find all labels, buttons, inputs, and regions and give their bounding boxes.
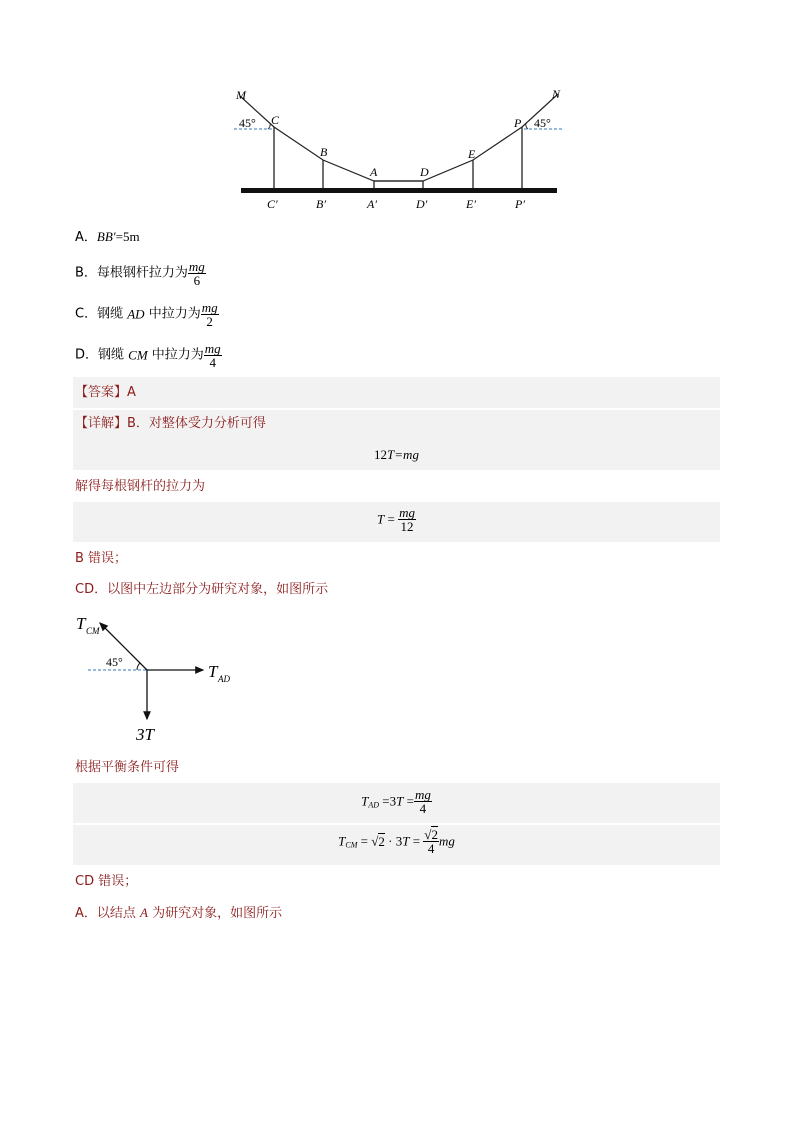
option-c [75, 301, 219, 328]
label-B-prime: B′ [316, 197, 326, 211]
eq4-root: 2 [378, 833, 385, 849]
bridge-figure [228, 84, 568, 214]
bridge-deck [241, 188, 557, 193]
option-b-num: mg [188, 259, 205, 274]
eq3-T: T [361, 793, 369, 809]
detail-line [75, 414, 266, 434]
label-T-AD: T [208, 662, 218, 681]
eq1-T: T [387, 447, 395, 462]
eq1-right: =mg [394, 447, 419, 462]
cd-intro-line: CD．以图中左边部分为研究对象，如图所示 [75, 582, 329, 597]
label-angle-right: 45° [534, 116, 551, 130]
eq4-tail: mg [438, 833, 455, 849]
eq3-fraction [414, 788, 432, 815]
label-angle-left: 45° [239, 116, 256, 130]
cd-wrong-line: CD 错误； [75, 874, 138, 889]
solve-line: 解得每根钢杆的拉力为 [75, 479, 206, 494]
label-E: E [468, 147, 476, 161]
a-intro-suffix: 为研究对象，如图所示 [147, 906, 283, 921]
answer-line [75, 383, 136, 403]
label-T-CM: T [76, 614, 86, 633]
main-cable [240, 94, 558, 181]
option-c-den: 2 [206, 314, 213, 329]
option-d-den: 4 [209, 355, 216, 370]
option-d-math: CM [128, 347, 148, 363]
equation-1 [73, 445, 720, 465]
label-T-AD-sub: AD [218, 674, 230, 684]
option-d-fraction [204, 342, 222, 369]
eq3-den: 4 [419, 801, 427, 816]
option-c-prefix: C．钢缆 [75, 306, 128, 322]
label-N: N [552, 87, 561, 101]
sqrt-symbol-2: √ [424, 827, 432, 842]
option-b-fraction [188, 260, 206, 287]
eq2-num: mg [399, 505, 415, 520]
label-C: C [271, 113, 280, 127]
answer-value: A [127, 385, 136, 400]
label-B: B [320, 145, 328, 159]
eq3-eq: = [403, 793, 414, 809]
eq4-num-root: 2 [431, 827, 438, 842]
label-D-prime: D′ [416, 197, 428, 211]
answer-shade [73, 377, 720, 408]
detail-text: B．对整体受力分析可得 [127, 416, 266, 431]
option-c-math: AD [127, 306, 145, 322]
eq4-mid: = [357, 833, 372, 849]
eq4-eq: = [409, 833, 424, 849]
option-c-num: mg [201, 300, 218, 315]
label-A: A [370, 165, 378, 179]
eq3-mid: =3 [379, 793, 397, 809]
label-A-prime: A′ [367, 197, 377, 211]
option-a-suffix: =5m [115, 229, 140, 244]
equation-3 [73, 788, 720, 815]
option-c-fraction [201, 301, 219, 328]
eq2-eq: = [384, 511, 399, 527]
eq4-T: T [338, 833, 346, 849]
a-intro-line [75, 903, 282, 924]
eq3-sub: AD [368, 800, 380, 810]
balance-intro-line: 根据平衡条件可得 [75, 760, 180, 775]
option-a [75, 227, 140, 248]
label-M: M [236, 88, 246, 102]
a-intro-math: A [140, 905, 148, 920]
label-E-prime: E′ [466, 197, 476, 211]
option-c-mid: 中拉力为 [144, 306, 201, 322]
option-d-mid: 中拉力为 [147, 347, 204, 363]
eq4-sub: CM [345, 840, 358, 850]
label-T-CM-sub: CM [86, 626, 100, 636]
option-d [75, 342, 222, 369]
eq4-T2: T [402, 833, 410, 849]
label-P: P [514, 116, 522, 130]
detail-tag: 【详解】 [75, 416, 128, 431]
force-diagram [70, 608, 250, 748]
label-D: D [420, 165, 429, 179]
eq3-T2: T [396, 793, 404, 809]
eq4-dot: · 3 [384, 833, 403, 849]
label-C-prime: C′ [267, 197, 278, 211]
label-3T: 3T [136, 725, 154, 744]
eq2-den: 12 [400, 519, 414, 534]
option-a-math: BB′ [96, 229, 116, 244]
sqrt-symbol-1: √ [371, 833, 379, 849]
b-wrong-line: B 错误； [75, 551, 128, 566]
option-b-den: 6 [193, 273, 201, 288]
option-d-prefix: D．钢缆 [75, 347, 129, 363]
eq4-fraction [423, 828, 439, 855]
eq4-den: 4 [427, 841, 435, 856]
a-intro-prefix: A．以结点 [75, 906, 141, 921]
eq4-num [423, 828, 439, 842]
label-angle-45: 45° [106, 655, 123, 669]
equation-2 [73, 506, 720, 533]
label-P-prime: P′ [515, 197, 525, 211]
eq1-coef: 12 [374, 447, 388, 462]
eq2-fraction [398, 506, 416, 533]
eq2-T: T [377, 511, 385, 527]
option-d-num: mg [204, 341, 221, 356]
option-b-prefix: B．每根钢杆拉力为 [75, 265, 188, 281]
answer-tag: 【答案】 [75, 385, 128, 400]
option-a-prefix: A． [75, 230, 97, 245]
equation-4 [73, 828, 720, 855]
eq3-num: mg [414, 787, 431, 802]
option-b [75, 260, 206, 287]
